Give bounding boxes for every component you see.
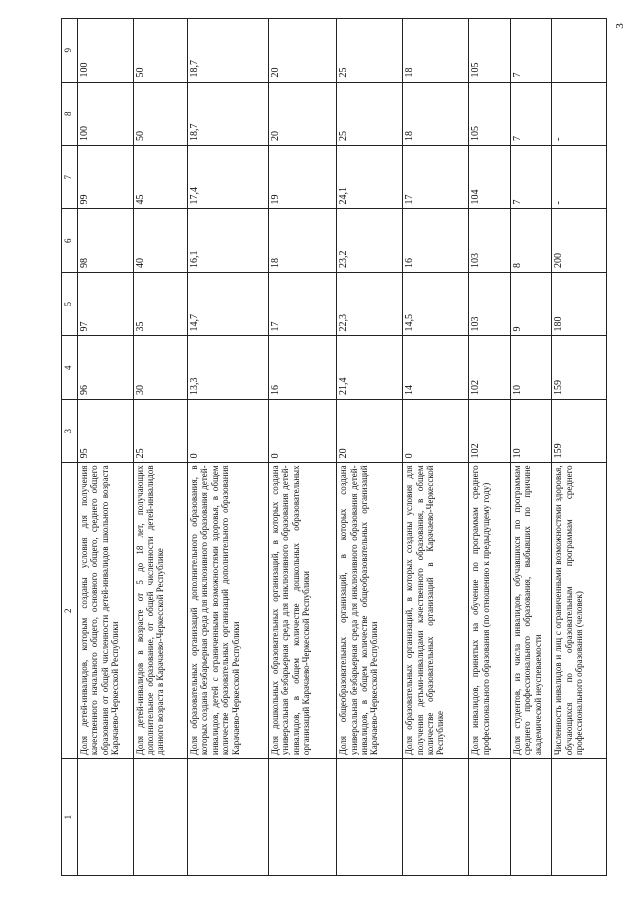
value-cell: 99 — [78, 146, 134, 209]
value-cell: 0 — [403, 399, 469, 462]
value-cell: 50 — [133, 82, 187, 145]
value-cell: 18 — [403, 82, 469, 145]
value-cell: 100 — [78, 19, 134, 83]
value-cell: 16 — [268, 336, 336, 399]
value-cell: 9 — [510, 272, 552, 335]
value-cell: 200 — [552, 209, 607, 272]
value-cell: 22,3 — [337, 272, 403, 335]
page-number: 3 — [613, 23, 626, 29]
value-cell: 25 — [337, 19, 403, 83]
value-cell: 25 — [133, 399, 187, 462]
value-cell: 13,3 — [187, 336, 268, 399]
value-cell: 0 — [268, 399, 336, 462]
value-cell: 104 — [469, 146, 511, 209]
number-cell — [469, 759, 511, 876]
value-cell: 18 — [403, 19, 469, 83]
value-cell: 95 — [78, 399, 134, 462]
value-cell: 14 — [403, 336, 469, 399]
table-row — [268, 19, 336, 876]
table-row — [510, 19, 552, 876]
value-cell: 20 — [268, 82, 336, 145]
number-cell — [510, 759, 552, 876]
table-row — [403, 19, 469, 876]
value-cell: 103 — [469, 209, 511, 272]
indicator-cell: Доля детей-инвалидов в возрасте от 5 до 18 лет, получающих дополнительное образование, от общей численности детей-инвалидов данного возраста в Карачаево-Черкесской Республике — [133, 463, 187, 759]
value-cell: 17 — [268, 272, 336, 335]
value-cell: 98 — [78, 209, 134, 272]
value-cell: 16 — [403, 209, 469, 272]
value-cell: 97 — [78, 272, 134, 335]
value-cell: 18 — [268, 209, 336, 272]
header-cell: 1 — [62, 759, 78, 876]
value-cell: 14,7 — [187, 272, 268, 335]
table-row — [78, 19, 134, 876]
rotated-table-container — [61, 18, 607, 876]
value-cell: 8 — [510, 209, 552, 272]
value-cell: 16,1 — [187, 209, 268, 272]
number-cell — [268, 759, 336, 876]
value-cell: 102 — [469, 336, 511, 399]
indicators-table — [61, 18, 607, 876]
value-cell: - — [552, 82, 607, 145]
indicator-cell: Доля инвалидов, принятых на обучение по программам среднего профессионального образования (по отношению к предыдущему году) — [469, 463, 511, 759]
value-cell: 20 — [337, 399, 403, 462]
value-cell: 102 — [469, 399, 511, 462]
table-row — [133, 19, 187, 876]
header-cell: 2 — [62, 463, 78, 759]
value-cell: 7 — [510, 19, 552, 83]
indicator-cell: Доля детей-инвалидов, которым созданы условия для получения качественного начального общего, основного общего, среднего общего образования от общей численности детей-инвалидов школьного возраста Карачаево-Черкесской Республики — [78, 463, 134, 759]
header-cell: 3 — [62, 399, 78, 462]
number-cell — [133, 759, 187, 876]
value-cell: 23,2 — [337, 209, 403, 272]
value-cell: 18,7 — [187, 19, 268, 83]
number-cell — [552, 759, 607, 876]
value-cell: 19 — [268, 146, 336, 209]
value-cell: 100 — [78, 82, 134, 145]
value-cell: 18,7 — [187, 82, 268, 145]
value-cell: 14,5 — [403, 272, 469, 335]
value-cell: 20 — [268, 19, 336, 83]
indicator-cell: Численность инвалидов и лиц с ограниченными возможностями здоровья, обучающихся по образовательным программам среднего профессионального образования (человек) — [552, 463, 607, 759]
number-cell — [78, 759, 134, 876]
value-cell: 10 — [510, 336, 552, 399]
table-row — [187, 19, 268, 876]
value-cell: 7 — [510, 82, 552, 145]
header-cell: 8 — [62, 82, 78, 145]
value-cell: 96 — [78, 336, 134, 399]
value-cell: 159 — [552, 336, 607, 399]
indicator-cell: Доля общеобразовательных организаций, в которых создана универсальная безбарьерная среда для инклюзивного образования детей-инвалидов, в общем количестве общеобразовательных организаций Карачаево-Черкесской Республики — [337, 463, 403, 759]
value-cell: - — [552, 146, 607, 209]
value-cell — [552, 19, 607, 83]
number-cell — [403, 759, 469, 876]
value-cell: 10 — [510, 399, 552, 462]
value-cell: 25 — [337, 82, 403, 145]
value-cell: 0 — [187, 399, 268, 462]
indicator-cell: Доля студентов, из числа инвалидов, обучавшихся по программам среднего профессионального образования, выбывших по причине академической неуспеваемости — [510, 463, 552, 759]
header-cell: 9 — [62, 19, 78, 83]
value-cell: 45 — [133, 146, 187, 209]
value-cell: 159 — [552, 399, 607, 462]
table-row — [469, 19, 511, 876]
indicator-cell: Доля образовательных организаций, в которых созданы условия для получения детьми-инвалидами качественного образования, в общем количестве образовательных организаций в Карачаево-Черкесской Республике — [403, 463, 469, 759]
value-cell: 21,4 — [337, 336, 403, 399]
value-cell: 40 — [133, 209, 187, 272]
table-row — [552, 19, 607, 876]
value-cell: 103 — [469, 272, 511, 335]
number-cell — [187, 759, 268, 876]
indicator-cell: Доля образовательных организаций дополнительного образования, в которых создана безбарьерная среда для инклюзивного образования детей-инвалидов, детей с ограниченными возможностями здоровья, в общем количестве образовательных организаций дополнительного образования Карачаево-Черкесской Республики — [187, 463, 268, 759]
table-row — [337, 19, 403, 876]
value-cell: 17,4 — [187, 146, 268, 209]
header-cell: 6 — [62, 209, 78, 272]
value-cell: 180 — [552, 272, 607, 335]
header-cell: 4 — [62, 336, 78, 399]
header-row — [62, 19, 78, 876]
value-cell: 30 — [133, 336, 187, 399]
value-cell: 35 — [133, 272, 187, 335]
value-cell: 105 — [469, 82, 511, 145]
value-cell: 50 — [133, 19, 187, 83]
number-cell — [337, 759, 403, 876]
indicator-cell: Доля дошкольных образовательных организаций, в которых создана универсальная безбарьерная среда для инклюзивного образования детей-инвалидов, в общем количестве дошкольных образовательных организаций Карачаево-Черкесской Республики — [268, 463, 336, 759]
value-cell: 24,1 — [337, 146, 403, 209]
header-cell: 7 — [62, 146, 78, 209]
value-cell: 7 — [510, 146, 552, 209]
header-cell: 5 — [62, 272, 78, 335]
value-cell: 105 — [469, 19, 511, 83]
value-cell: 17 — [403, 146, 469, 209]
